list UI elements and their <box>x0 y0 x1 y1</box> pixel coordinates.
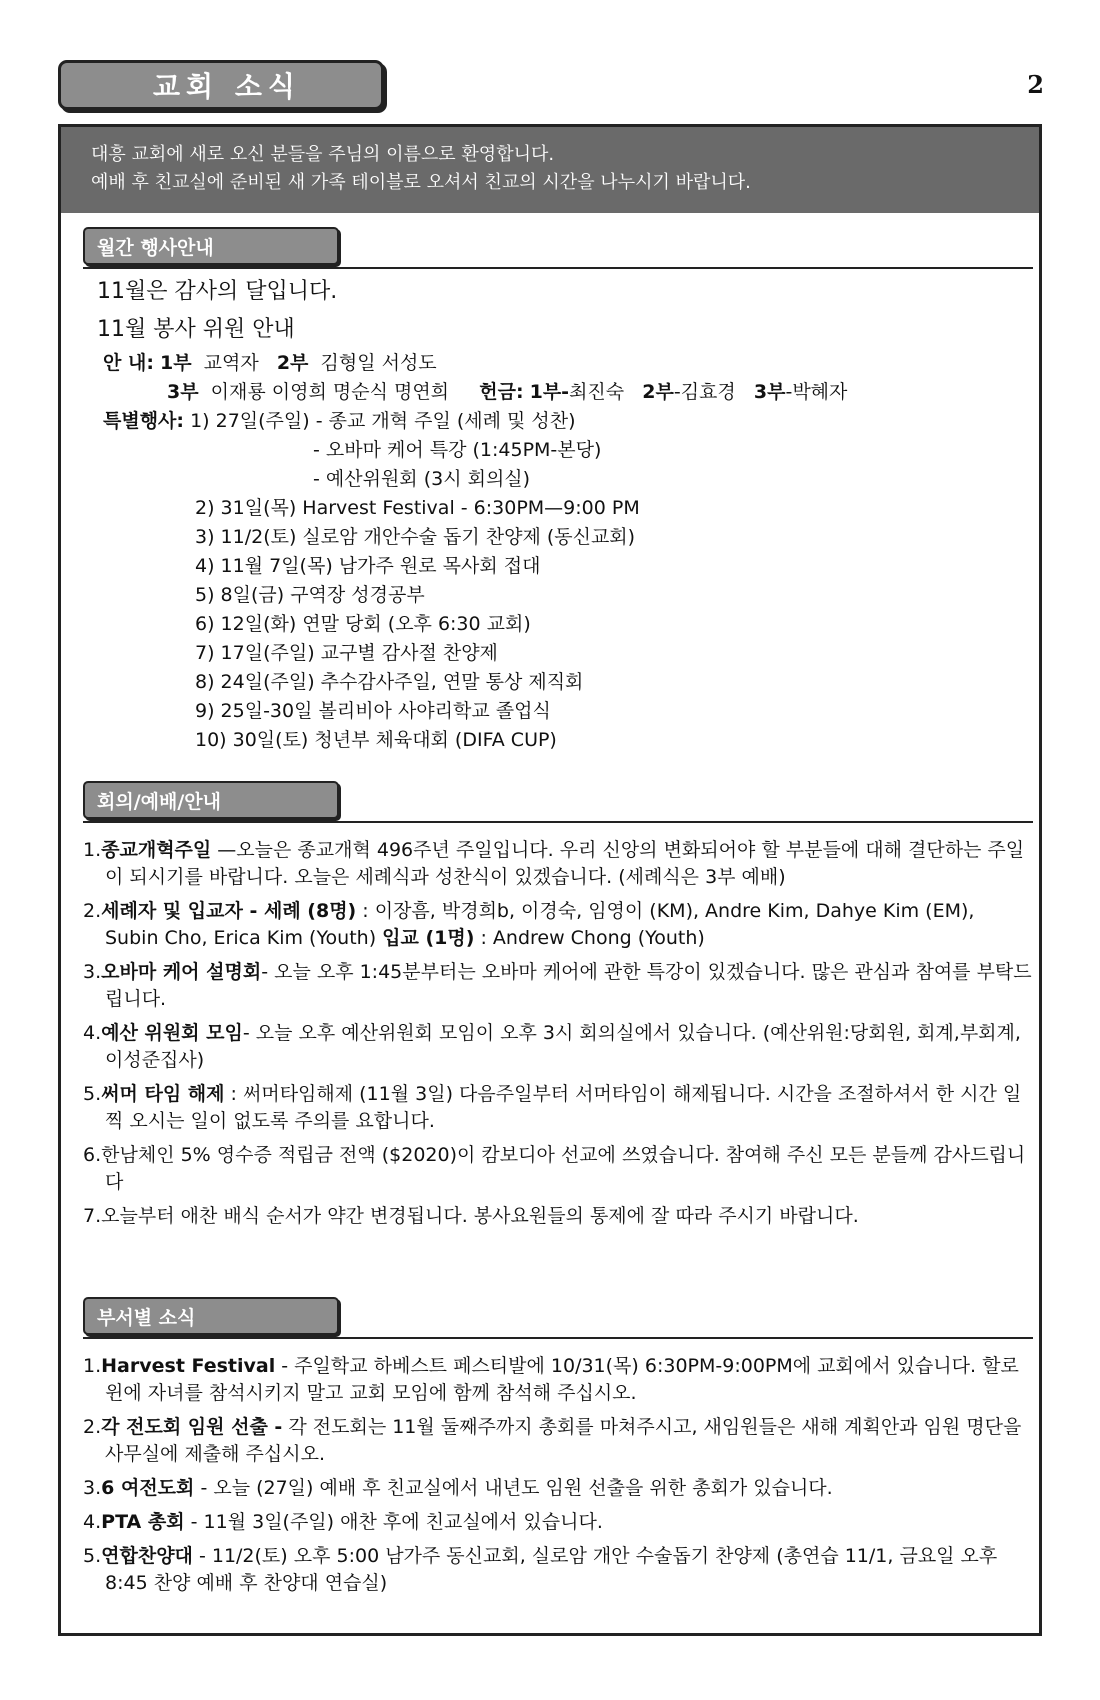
item-text: 한남체인 5% 영수증 적립금 전액 ($2020)이 캄보디아 선교에 쓰였습니다. 참여해 주신 모든 분들께 감사드립니다 <box>101 1144 1026 1193</box>
special-events-line-1 <box>97 407 1037 436</box>
item-title: 6 여전도회 <box>101 1477 195 1499</box>
event-item: 5) 8일(금) 구역장 성경공부 <box>195 584 425 606</box>
section-label-monthly-text: 월간 행사안내 <box>97 236 214 259</box>
item-title: PTA 총회 <box>101 1511 185 1533</box>
item-number: 6. <box>83 1144 102 1166</box>
section-label-meetings-text: 회의/예배/안내 <box>97 790 222 813</box>
section-label-departments <box>83 1297 339 1335</box>
offering-part-2: 2부 <box>642 381 674 403</box>
event-item: 9) 25일-30일 볼리비아 사야리학교 졸업식 <box>195 700 551 722</box>
guide-part-3: 3부 <box>167 381 199 403</box>
list-item <box>83 837 1033 891</box>
item-title: 예산 위원회 모임 <box>101 1022 243 1044</box>
event-item: 10) 30일(토) 청년부 체육대회 (DIFA CUP) <box>195 729 557 751</box>
item-title: 각 전도회 임원 선출 - <box>101 1416 283 1438</box>
event-item: - 오바마 케어 특강 (1:45PM-본당) <box>313 439 602 461</box>
welcome-line-1: 대흥 교회에 새로 오신 분들을 주님의 이름으로 환영합니다. <box>91 144 555 165</box>
event-item: 6) 12일(화) 연말 당회 (오후 6:30 교회) <box>195 613 531 635</box>
item-text-confirmation: : Andrew Chong (Youth) <box>474 927 705 949</box>
item-number: 4. <box>83 1511 102 1533</box>
item-number: 3. <box>83 961 102 983</box>
item-title: 써머 타임 해제 <box>101 1083 225 1105</box>
item-number: 1. <box>83 1355 102 1377</box>
guide-part-2-names: 김형일 서성도 <box>320 352 437 374</box>
meetings-list <box>83 837 1033 1237</box>
page-title-box <box>58 60 384 110</box>
guide-part-2: 2부 <box>276 352 309 374</box>
offering-part-3-name: -박혜자 <box>785 381 848 403</box>
item-text: - 오늘 (27일) 예배 후 친교실에서 내년도 임원 선출을 위한 총회가 있습니다. <box>194 1477 833 1499</box>
guide-line-2 <box>97 378 1037 407</box>
item-number: 1. <box>83 839 102 861</box>
item-number: 2. <box>83 1416 102 1438</box>
section-label-meetings <box>83 781 339 819</box>
section-rule-meetings <box>83 821 1033 823</box>
list-item <box>83 898 1033 952</box>
item-title: 연합찬양대 <box>101 1545 193 1567</box>
item-title-confirmation: 입교 (1명) <box>382 927 475 949</box>
monthly-heading-volunteers: 11월 봉사 위원 안내 <box>97 317 295 342</box>
item-text: - 11월 3일(주일) 애찬 후에 친교실에서 있습니다. <box>184 1511 603 1533</box>
item-title: 오바마 케어 설명회 <box>101 961 262 983</box>
offering-part-1: 1부- <box>529 381 570 403</box>
section-rule-monthly <box>83 267 1033 269</box>
offering-part-1-name: 최진숙 <box>569 381 625 403</box>
list-item <box>83 1142 1033 1196</box>
item-title: 세례자 및 입교자 - 세례 (8명) <box>101 900 357 922</box>
item-number: 5. <box>83 1083 102 1105</box>
offering-part-3: 3부 <box>753 381 786 403</box>
item-title: Harvest Festival <box>101 1355 276 1377</box>
monthly-heading-thanks: 11월은 감사의 달입니다. <box>97 279 338 304</box>
item-text: : 써머타임해제 (11월 3일) 다음주일부터 서머타임이 해제됩니다. 시간을 조절하셔서 한 시간 일찍 오시는 일이 없도록 주의를 요합니다. <box>105 1083 1022 1132</box>
item-text: - 주일학교 하베스트 페스티발에 10/31(목) 6:30PM-9:00PM에 교회에서 있습니다. 할로윈에 자녀를 참석시키지 말고 교회 모임에 함께 참석해 주십시오. <box>105 1355 1019 1404</box>
event-item: 7) 17일(주일) 교구별 감사절 찬양제 <box>195 642 498 664</box>
item-text: : 이장흠, 박경희b, 이경숙, 임영이 (KM), Andre Kim, Dahye Kim (EM), Subin Cho, Erica Kim (Youth) <box>105 900 975 949</box>
item-text: 각 전도회는 11월 둘째주까지 총회를 마쳐주시고, 새임원들은 새해 계획안과 임원 명단을 사무실에 제출해 주십시오. <box>105 1416 1022 1465</box>
item-number: 2. <box>83 900 102 922</box>
event-item: 8) 24일(주일) 추수감사주일, 연말 통상 제직회 <box>195 671 584 693</box>
guide-label: 안 내: <box>103 352 154 374</box>
event-item: 3) 11/2(토) 실로암 개안수술 돕기 찬양제 (동신교회) <box>195 526 636 548</box>
list-item <box>83 1081 1033 1135</box>
item-number: 7. <box>83 1205 102 1227</box>
list-item <box>83 1203 1033 1230</box>
item-text: - 11/2(토) 오후 5:00 남가주 동신교회, 실로암 개안 수술돕기 찬양제 (총연습 11/1, 금요일 오후 8:45 찬양 예배 후 찬양대 연습실) <box>105 1545 998 1594</box>
item-text: —오늘은 종교개혁 496주년 주일입니다. 우리 신앙의 변화되어야 할 부분들에 대해 결단하는 주일이 되시기를 바랍니다. 오늘은 세례식과 성찬식이 있겠습니다. (세례식은 3부 예배) <box>105 839 1025 888</box>
offering-part-2-name: -김효경 <box>673 381 736 403</box>
monthly-content <box>97 273 1037 755</box>
content-frame <box>58 124 1042 1636</box>
section-label-monthly <box>83 227 339 265</box>
list-item <box>83 1414 1033 1468</box>
list-item <box>83 1543 1033 1597</box>
special-events-label: 특별행사: <box>103 410 185 432</box>
section-rule-departments <box>83 1337 1033 1339</box>
event-item: 4) 11월 7일(목) 남가주 원로 목사회 접대 <box>195 555 541 577</box>
event-item: - 예산위원회 (3시 회의실) <box>313 468 531 490</box>
event-item: 2) 31일(목) Harvest Festival - 6:30PM—9:00 PM <box>195 497 640 519</box>
list-item <box>83 1475 1033 1502</box>
section-label-departments-text: 부서별 소식 <box>97 1306 196 1329</box>
item-title: 종교개혁주일 <box>101 839 212 861</box>
welcome-line-2: 예배 후 친교실에 준비된 새 가족 테이블로 오셔서 친교의 시간을 나누시기 바랍니다. <box>91 172 751 193</box>
item-text: - 오늘 오후 예산위원회 모임이 오후 3시 회의실에서 있습니다. (예산위원:당회원, 회계,부회계, 이성준집사) <box>105 1022 1021 1071</box>
item-text: - 오늘 오후 1:45분부터는 오바마 케어에 관한 특강이 있겠습니다. 많은 관심과 참여를 부탁드립니다. <box>105 961 1032 1010</box>
offering-label: 헌금: <box>479 381 524 403</box>
page-title: 교회 소식 <box>153 70 301 103</box>
guide-part-3-names: 이재룡 이영희 명순식 명연희 <box>210 381 450 403</box>
welcome-banner <box>61 127 1039 213</box>
list-item <box>83 1509 1033 1536</box>
guide-line-1 <box>97 349 1037 378</box>
departments-list <box>83 1353 1033 1604</box>
list-item <box>83 1020 1033 1074</box>
item-number: 3. <box>83 1477 102 1499</box>
item-number: 5. <box>83 1545 102 1567</box>
item-number: 4. <box>83 1022 102 1044</box>
page-number: 2 <box>1027 70 1044 99</box>
guide-part-1-names: 교역자 <box>203 352 259 374</box>
item-text: 오늘부터 애찬 배식 순서가 약간 변경됩니다. 봉사요원들의 통제에 잘 따라 주시기 바랍니다. <box>101 1205 859 1227</box>
guide-part-1: 1부 <box>159 352 192 374</box>
list-item <box>83 1353 1033 1407</box>
list-item <box>83 959 1033 1013</box>
event-item: 1) 27일(주일) - 종교 개혁 주일 (세례 및 성찬) <box>190 410 576 432</box>
